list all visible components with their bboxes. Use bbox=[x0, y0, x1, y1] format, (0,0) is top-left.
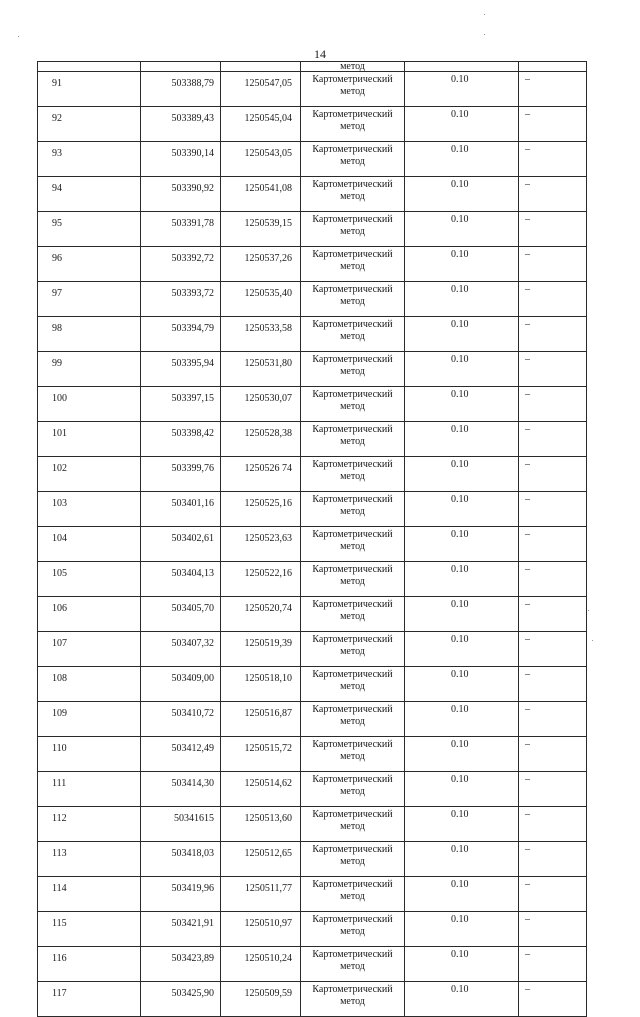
coord-x-cell: 503392,72 bbox=[141, 247, 221, 282]
page-number: 14 bbox=[314, 47, 326, 61]
dash-cell: – bbox=[519, 107, 587, 142]
method-cell bbox=[301, 982, 405, 1017]
method-line-1: Картометрический bbox=[312, 809, 393, 820]
point-number-cell: 100 bbox=[38, 387, 141, 422]
cell-empty bbox=[405, 62, 519, 72]
dash-cell: – bbox=[519, 982, 587, 1017]
dash-cell: – bbox=[519, 352, 587, 387]
method-cell bbox=[301, 597, 405, 632]
coord-y-cell: 1250523,63 bbox=[221, 527, 301, 562]
point-number-cell: 105 bbox=[38, 562, 141, 597]
dash-cell: – bbox=[519, 597, 587, 632]
coord-y-cell: 1250530,07 bbox=[221, 387, 301, 422]
table-row bbox=[38, 317, 587, 352]
method-cell bbox=[301, 737, 405, 772]
coord-x-cell: 503398,42 bbox=[141, 422, 221, 457]
cell-empty bbox=[221, 62, 301, 72]
coord-y-cell: 1250535,40 bbox=[221, 282, 301, 317]
coord-x-cell: 503395,94 bbox=[141, 352, 221, 387]
coord-x-cell: 503425,90 bbox=[141, 982, 221, 1017]
coord-y-cell: 1250547,05 bbox=[221, 72, 301, 107]
accuracy-cell: 0.10 bbox=[405, 597, 519, 632]
coord-y-cell: 1250539,15 bbox=[221, 212, 301, 247]
method-line-1: Картометрический bbox=[312, 214, 393, 225]
point-number-cell: 98 bbox=[38, 317, 141, 352]
method-cell bbox=[301, 667, 405, 702]
method-line-2: метод bbox=[340, 961, 365, 972]
method-line-1: Картометрический bbox=[312, 144, 393, 155]
table-row bbox=[38, 877, 587, 912]
coord-x-cell: 503391,78 bbox=[141, 212, 221, 247]
method-cell bbox=[301, 317, 405, 352]
method-line-2: метод bbox=[340, 541, 365, 552]
dash-cell: – bbox=[519, 142, 587, 177]
coord-y-cell: 1250528,38 bbox=[221, 422, 301, 457]
table-row bbox=[38, 632, 587, 667]
accuracy-cell: 0.10 bbox=[405, 912, 519, 947]
coord-x-cell: 503419,96 bbox=[141, 877, 221, 912]
coord-x-cell: 503390,14 bbox=[141, 142, 221, 177]
table-row bbox=[38, 387, 587, 422]
coord-y-cell: 1250515,72 bbox=[221, 737, 301, 772]
method-cell bbox=[301, 807, 405, 842]
table-row bbox=[38, 422, 587, 457]
dash-cell: – bbox=[519, 177, 587, 212]
table-row bbox=[38, 912, 587, 947]
method-line-2: метод bbox=[340, 611, 365, 622]
accuracy-cell: 0.10 bbox=[405, 177, 519, 212]
point-number-cell: 102 bbox=[38, 457, 141, 492]
coord-x-cell: 503405,70 bbox=[141, 597, 221, 632]
coord-x-cell: 503421,91 bbox=[141, 912, 221, 947]
point-number-cell: 112 bbox=[38, 807, 141, 842]
accuracy-cell: 0.10 bbox=[405, 702, 519, 737]
table-row bbox=[38, 247, 587, 282]
coord-x-cell: 50341615 bbox=[141, 807, 221, 842]
table-row bbox=[38, 982, 587, 1017]
method-line-1: Картометрический bbox=[312, 564, 393, 575]
method-line-2: метод bbox=[340, 471, 365, 482]
method-line-1: Картометрический bbox=[312, 529, 393, 540]
point-number-cell: 113 bbox=[38, 842, 141, 877]
point-number-cell: 116 bbox=[38, 947, 141, 982]
dash-cell: – bbox=[519, 667, 587, 702]
dash-cell: – bbox=[519, 492, 587, 527]
coord-x-cell: 503412,49 bbox=[141, 737, 221, 772]
point-number-cell: 96 bbox=[38, 247, 141, 282]
coord-y-cell: 1250537,26 bbox=[221, 247, 301, 282]
table-row bbox=[38, 107, 587, 142]
table-row bbox=[38, 562, 587, 597]
point-number-cell: 101 bbox=[38, 422, 141, 457]
table-row bbox=[38, 737, 587, 772]
point-number-cell: 104 bbox=[38, 527, 141, 562]
coord-x-cell: 503397,15 bbox=[141, 387, 221, 422]
table-row bbox=[38, 177, 587, 212]
dash-cell: – bbox=[519, 632, 587, 667]
dash-cell: – bbox=[519, 247, 587, 282]
method-line-2: метод bbox=[340, 366, 365, 377]
table-row bbox=[38, 702, 587, 737]
method-line-1: Картометрический bbox=[312, 704, 393, 715]
table-row bbox=[38, 527, 587, 562]
table-row bbox=[38, 142, 587, 177]
method-line-1: Картометрический bbox=[312, 669, 393, 680]
dash-cell: – bbox=[519, 457, 587, 492]
coord-x-cell: 503394,79 bbox=[141, 317, 221, 352]
point-number-cell: 94 bbox=[38, 177, 141, 212]
method-line-1: Картометрический bbox=[312, 424, 393, 435]
table-row bbox=[38, 457, 587, 492]
method-line-2: метод bbox=[340, 856, 365, 867]
method-line-1: Картометрический bbox=[312, 459, 393, 470]
accuracy-cell: 0.10 bbox=[405, 387, 519, 422]
coord-y-cell: 1250520,74 bbox=[221, 597, 301, 632]
dash-cell: – bbox=[519, 947, 587, 982]
cell-empty bbox=[141, 62, 221, 72]
dash-cell: – bbox=[519, 772, 587, 807]
dash-cell: – bbox=[519, 877, 587, 912]
coord-y-cell: 1250510,24 bbox=[221, 947, 301, 982]
table-row bbox=[38, 282, 587, 317]
point-number-cell: 95 bbox=[38, 212, 141, 247]
coordinates-table bbox=[37, 61, 587, 1017]
coord-x-cell: 503390,92 bbox=[141, 177, 221, 212]
method-line-1: Картометрический bbox=[312, 109, 393, 120]
accuracy-cell: 0.10 bbox=[405, 247, 519, 282]
method-cell bbox=[301, 527, 405, 562]
table-row bbox=[38, 772, 587, 807]
point-number-cell: 117 bbox=[38, 982, 141, 1017]
point-number-cell: 92 bbox=[38, 107, 141, 142]
accuracy-cell: 0.10 bbox=[405, 807, 519, 842]
method-line-1: Картометрический bbox=[312, 599, 393, 610]
method-line-2: метод bbox=[340, 646, 365, 657]
method-line-2: метод bbox=[340, 121, 365, 132]
coord-x-cell: 503389,43 bbox=[141, 107, 221, 142]
table-row bbox=[38, 947, 587, 982]
dash-cell: – bbox=[519, 527, 587, 562]
method-line-1: Картометрический bbox=[312, 74, 393, 85]
point-number-cell: 110 bbox=[38, 737, 141, 772]
method-line-1: Картометрический bbox=[312, 249, 393, 260]
method-line-1: Картометрический bbox=[312, 284, 393, 295]
coord-x-cell: 503393,72 bbox=[141, 282, 221, 317]
method-line-1: Картометрический bbox=[312, 179, 393, 190]
method-line-1: Картометрический bbox=[312, 634, 393, 645]
method-line-2: метод bbox=[340, 331, 365, 342]
method-line-2: метод bbox=[340, 996, 365, 1007]
method-cell bbox=[301, 422, 405, 457]
method-line-2: метод bbox=[340, 681, 365, 692]
continuation-method-cell: метод bbox=[301, 62, 405, 72]
method-cell bbox=[301, 177, 405, 212]
coord-y-cell: 1250518,10 bbox=[221, 667, 301, 702]
method-cell bbox=[301, 142, 405, 177]
dash-cell: – bbox=[519, 212, 587, 247]
accuracy-cell: 0.10 bbox=[405, 737, 519, 772]
dash-cell: – bbox=[519, 317, 587, 352]
accuracy-cell: 0.10 bbox=[405, 107, 519, 142]
accuracy-cell: 0.10 bbox=[405, 527, 519, 562]
point-number-cell: 93 bbox=[38, 142, 141, 177]
method-line-2: метод bbox=[340, 436, 365, 447]
cell-empty bbox=[38, 62, 141, 72]
coord-y-cell: 1250511,77 bbox=[221, 877, 301, 912]
coord-y-cell: 1250522,16 bbox=[221, 562, 301, 597]
method-line-2: метод bbox=[340, 261, 365, 272]
coord-x-cell: 503423,89 bbox=[141, 947, 221, 982]
coord-y-cell: 1250513,60 bbox=[221, 807, 301, 842]
accuracy-cell: 0.10 bbox=[405, 422, 519, 457]
coord-y-cell: 1250512,65 bbox=[221, 842, 301, 877]
coord-x-cell: 503409,00 bbox=[141, 667, 221, 702]
method-line-1: Картометрический bbox=[312, 354, 393, 365]
method-line-1: Картометрический bbox=[312, 879, 393, 890]
coord-y-cell: 1250531,80 bbox=[221, 352, 301, 387]
accuracy-cell: 0.10 bbox=[405, 492, 519, 527]
accuracy-cell: 0.10 bbox=[405, 877, 519, 912]
method-line-1: Картометрический bbox=[312, 739, 393, 750]
accuracy-cell: 0.10 bbox=[405, 72, 519, 107]
method-cell bbox=[301, 247, 405, 282]
method-cell bbox=[301, 702, 405, 737]
table-row bbox=[38, 667, 587, 702]
point-number-cell: 111 bbox=[38, 772, 141, 807]
coord-x-cell: 503399,76 bbox=[141, 457, 221, 492]
coord-y-cell: 1250545,04 bbox=[221, 107, 301, 142]
coord-x-cell: 503388,79 bbox=[141, 72, 221, 107]
dash-cell: – bbox=[519, 912, 587, 947]
method-line-2: метод bbox=[340, 751, 365, 762]
coord-y-cell: 1250543,05 bbox=[221, 142, 301, 177]
coord-y-cell: 1250541,08 bbox=[221, 177, 301, 212]
method-line-2: метод bbox=[340, 191, 365, 202]
accuracy-cell: 0.10 bbox=[405, 352, 519, 387]
dash-cell: – bbox=[519, 562, 587, 597]
dash-cell: – bbox=[519, 807, 587, 842]
method-line-2: метод bbox=[340, 401, 365, 412]
accuracy-cell: 0.10 bbox=[405, 982, 519, 1017]
point-number-cell: 108 bbox=[38, 667, 141, 702]
method-cell bbox=[301, 492, 405, 527]
table-row bbox=[38, 352, 587, 387]
method-cell bbox=[301, 877, 405, 912]
dash-cell: – bbox=[519, 842, 587, 877]
dash-cell: – bbox=[519, 422, 587, 457]
accuracy-cell: 0.10 bbox=[405, 842, 519, 877]
method-line-2: метод bbox=[340, 226, 365, 237]
table-row bbox=[38, 212, 587, 247]
method-line-2: метод bbox=[340, 716, 365, 727]
method-line-1: Картометрический bbox=[312, 319, 393, 330]
method-cell bbox=[301, 387, 405, 422]
method-cell bbox=[301, 562, 405, 597]
point-number-cell: 109 bbox=[38, 702, 141, 737]
point-number-cell: 97 bbox=[38, 282, 141, 317]
accuracy-cell: 0.10 bbox=[405, 772, 519, 807]
accuracy-cell: 0.10 bbox=[405, 632, 519, 667]
method-line-1: Картометрический bbox=[312, 984, 393, 995]
coord-y-cell: 1250526 74 bbox=[221, 457, 301, 492]
coord-x-cell: 503402,61 bbox=[141, 527, 221, 562]
method-line-1: Картометрический bbox=[312, 389, 393, 400]
method-cell bbox=[301, 282, 405, 317]
table-row bbox=[38, 597, 587, 632]
accuracy-cell: 0.10 bbox=[405, 282, 519, 317]
method-line-1: Картометрический bbox=[312, 949, 393, 960]
table-row bbox=[38, 492, 587, 527]
method-line-1: Картометрический bbox=[312, 494, 393, 505]
method-cell bbox=[301, 212, 405, 247]
point-number-cell: 107 bbox=[38, 632, 141, 667]
accuracy-cell: 0.10 bbox=[405, 212, 519, 247]
method-line-2: метод bbox=[340, 821, 365, 832]
coord-y-cell: 1250525,16 bbox=[221, 492, 301, 527]
coord-y-cell: 1250516,87 bbox=[221, 702, 301, 737]
point-number-cell: 114 bbox=[38, 877, 141, 912]
point-number-cell: 99 bbox=[38, 352, 141, 387]
accuracy-cell: 0.10 bbox=[405, 947, 519, 982]
continuation-row bbox=[38, 62, 587, 72]
table-row bbox=[38, 72, 587, 107]
method-line-2: метод bbox=[340, 786, 365, 797]
coord-y-cell: 1250514,62 bbox=[221, 772, 301, 807]
coord-x-cell: 503414,30 bbox=[141, 772, 221, 807]
cell-empty bbox=[519, 62, 587, 72]
method-cell bbox=[301, 912, 405, 947]
method-line-2: метод bbox=[340, 156, 365, 167]
accuracy-cell: 0.10 bbox=[405, 142, 519, 177]
method-line-2: метод bbox=[340, 576, 365, 587]
coord-y-cell: 1250510,97 bbox=[221, 912, 301, 947]
point-number-cell: 115 bbox=[38, 912, 141, 947]
method-cell bbox=[301, 352, 405, 387]
coord-x-cell: 503404,13 bbox=[141, 562, 221, 597]
method-line-2: метод bbox=[340, 296, 365, 307]
coord-x-cell: 503401,16 bbox=[141, 492, 221, 527]
method-cell bbox=[301, 457, 405, 492]
coord-y-cell: 1250519,39 bbox=[221, 632, 301, 667]
accuracy-cell: 0.10 bbox=[405, 457, 519, 492]
coord-y-cell: 1250533,58 bbox=[221, 317, 301, 352]
coord-x-cell: 503418,03 bbox=[141, 842, 221, 877]
dash-cell: – bbox=[519, 702, 587, 737]
method-cell bbox=[301, 842, 405, 877]
dash-cell: – bbox=[519, 387, 587, 422]
method-cell bbox=[301, 632, 405, 667]
dash-cell: – bbox=[519, 282, 587, 317]
method-cell bbox=[301, 107, 405, 142]
coord-y-cell: 1250509,59 bbox=[221, 982, 301, 1017]
method-line-1: Картометрический bbox=[312, 844, 393, 855]
dash-cell: – bbox=[519, 72, 587, 107]
method-cell bbox=[301, 72, 405, 107]
coord-x-cell: 503410,72 bbox=[141, 702, 221, 737]
method-line-2: метод bbox=[340, 926, 365, 937]
point-number-cell: 103 bbox=[38, 492, 141, 527]
method-cell bbox=[301, 772, 405, 807]
table-row bbox=[38, 807, 587, 842]
method-line-1: Картометрический bbox=[312, 914, 393, 925]
method-line-2: метод bbox=[340, 86, 365, 97]
point-number-cell: 106 bbox=[38, 597, 141, 632]
method-line-2: метод bbox=[340, 891, 365, 902]
method-cell bbox=[301, 947, 405, 982]
coord-x-cell: 503407,32 bbox=[141, 632, 221, 667]
accuracy-cell: 0.10 bbox=[405, 562, 519, 597]
method-line-2: метод bbox=[340, 506, 365, 517]
accuracy-cell: 0.10 bbox=[405, 667, 519, 702]
point-number-cell: 91 bbox=[38, 72, 141, 107]
table-row bbox=[38, 842, 587, 877]
dash-cell: – bbox=[519, 737, 587, 772]
accuracy-cell: 0.10 bbox=[405, 317, 519, 352]
method-line-1: Картометрический bbox=[312, 774, 393, 785]
